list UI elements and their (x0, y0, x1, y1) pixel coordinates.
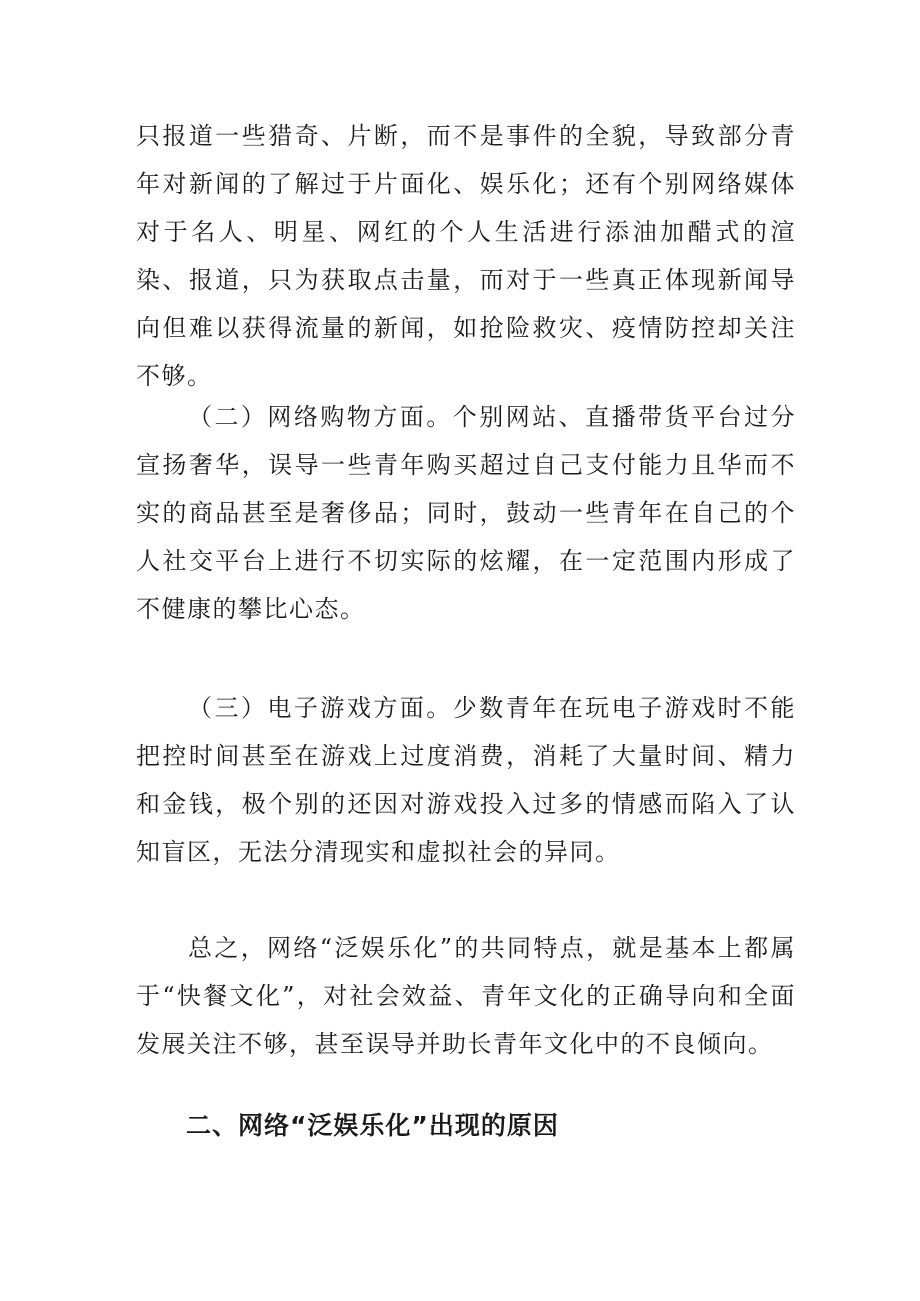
paragraph-news-continuation: 只报道一些猎奇、片断，而不是事件的全貌，导致部分青年对新闻的了解过于片面化、娱乐化；还有个别网络媒体对于名人、明星、网红的个人生活进行添油加醋式的渲染、报道，只为获取点击量，而对于一些真正体现新闻导向但难以获得流量的新闻，如抢险救灾、疫情防控却关注不够。 (136, 122, 796, 390)
paragraph-online-shopping: （二）网络购物方面。个别网站、直播带货平台过分宣扬奢华，误导一些青年购买超过自己支付能力且华而不实的商品甚至是奢侈品；同时，鼓动一些青年在自己的个人社交平台上进行不切实际的炫耀，在一定范围内形成了不健康的攀比心态。 (136, 403, 796, 623)
section-heading: 二、网络“泛娱乐化”出现的原因 (186, 1111, 559, 1140)
paragraph-summary: 总之，网络“泛娱乐化”的共同特点，就是基本上都属于“快餐文化”，对社会效益、青年文化的正确导向和全面发展关注不够，甚至误导并助长青年文化中的不良倾向。 (136, 934, 796, 1058)
paragraph-electronic-games: （三）电子游戏方面。少数青年在玩电子游戏时不能把控时间甚至在游戏上过度消费，消耗了大量时间、精力和金钱，极个别的还因对游戏投入过多的情感而陷入了认知盲区，无法分清现实和虚拟社会的异同。 (136, 694, 796, 866)
